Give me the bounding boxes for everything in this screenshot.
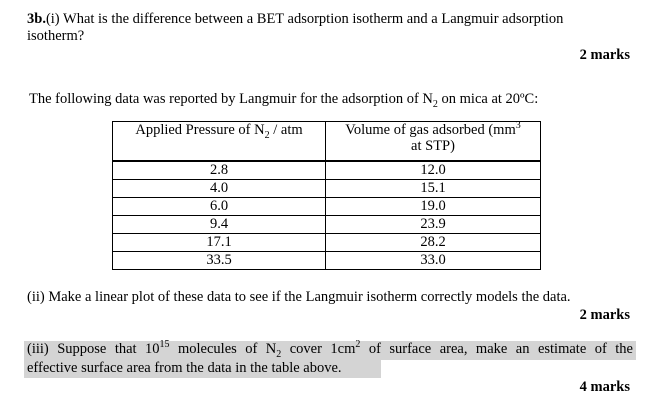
header-text: Volume of gas adsorbed (mm <box>345 122 516 138</box>
part-iii-text-c: cover 1cm <box>281 341 356 357</box>
subscript: 2 <box>276 348 282 360</box>
part-iii-text <box>27 341 633 358</box>
question-number: 3b. <box>27 11 46 27</box>
volume-cell: 28.2 <box>326 234 541 252</box>
table-row <box>113 198 541 216</box>
volume-cell: 12.0 <box>326 161 541 180</box>
pressure-cell: 2.8 <box>113 161 326 180</box>
part-iii-text-d: of surface area, make an estimate of the <box>360 341 633 357</box>
table-row <box>113 216 541 234</box>
header-text-line2: at STP) <box>411 138 455 154</box>
superscript: 15 <box>159 339 170 351</box>
superscript: 3 <box>515 120 521 132</box>
superscript: 2 <box>355 339 361 351</box>
part-iii-marks: 4 marks <box>579 379 630 395</box>
part-i-text: (i) What is the difference between a BET adsorption isotherm and a Langmuir adsorption <box>45 11 564 27</box>
part-ii-marks: 2 marks <box>579 307 630 323</box>
pressure-cell: 6.0 <box>113 198 326 216</box>
table-row <box>113 252 541 270</box>
table-row <box>113 180 541 198</box>
subscript: 2 <box>264 129 270 141</box>
part-iii-text-a: (iii) Suppose that 10 <box>27 341 160 357</box>
table-row <box>113 234 541 252</box>
pressure-cell: 4.0 <box>113 180 326 198</box>
subscript: 2 <box>432 98 438 110</box>
data-intro-text: The following data was reported by Langmuir for the adsorption of N <box>29 91 433 107</box>
part-ii-text: (ii) Make a linear plot of these data to see if the Langmuir isotherm correctly models the data. <box>27 289 571 305</box>
volume-cell: 19.0 <box>326 198 541 216</box>
pressure-cell: 33.5 <box>113 252 326 270</box>
header-text-end: / atm <box>269 122 303 138</box>
pressure-cell: 17.1 <box>113 234 326 252</box>
question-3b-part-i <box>27 11 563 28</box>
volume-cell: 23.9 <box>326 216 541 234</box>
data-intro-text-end: on mica at 20ºC: <box>437 91 539 107</box>
column-header-volume <box>326 122 541 162</box>
column-header-pressure <box>113 122 326 162</box>
data-intro <box>29 91 538 108</box>
header-text: Applied Pressure of N <box>135 122 265 138</box>
volume-cell: 33.0 <box>326 252 541 270</box>
volume-cell: 15.1 <box>326 180 541 198</box>
pressure-cell: 9.4 <box>113 216 326 234</box>
part-i-marks: 2 marks <box>579 47 630 63</box>
adsorption-data-table <box>112 121 541 270</box>
part-iii-text-continued: effective surface area from the data in the table above. <box>27 360 342 376</box>
part-iii-text-b: molecules of N <box>169 341 277 357</box>
part-i-text-continued: isotherm? <box>27 28 85 44</box>
table-row <box>113 161 541 180</box>
